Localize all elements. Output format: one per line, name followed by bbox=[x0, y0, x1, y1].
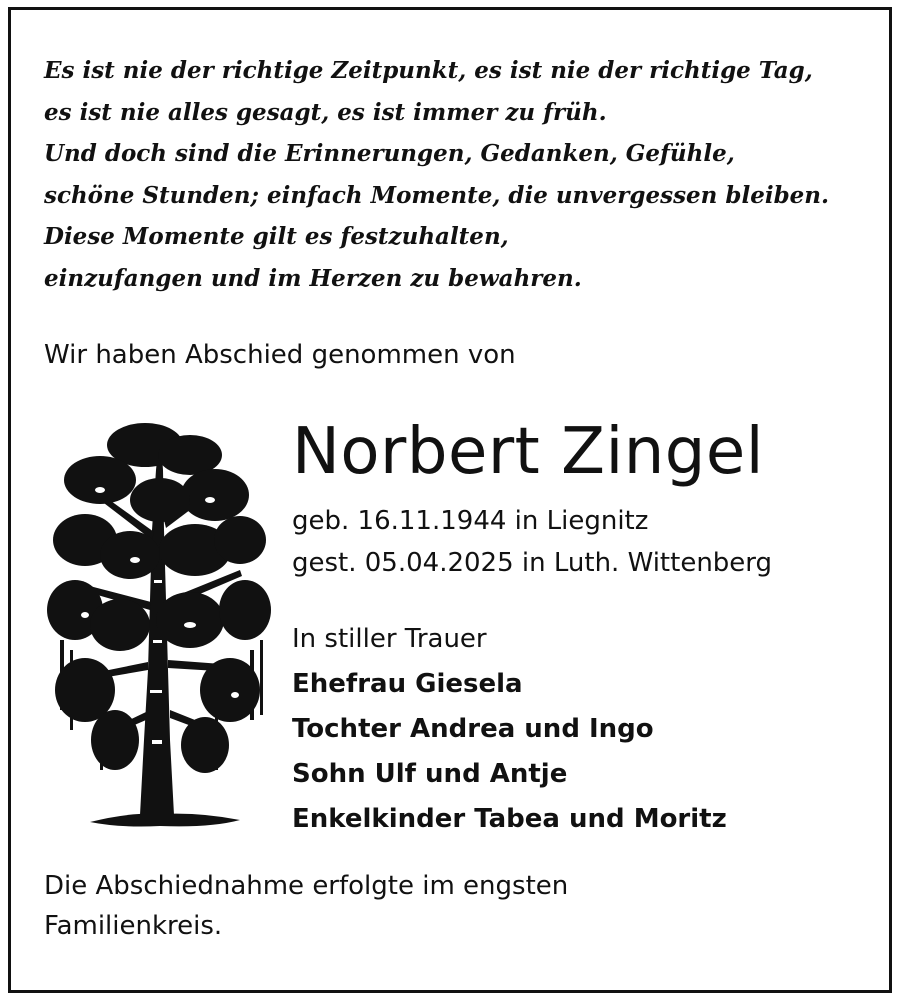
deceased-name: Norbert Zingel bbox=[292, 415, 765, 489]
life-dates bbox=[292, 500, 772, 584]
farewell-intro: Wir haben Abschied genommen von bbox=[44, 340, 516, 370]
poem-line: Und doch sind die Erinnerungen, Gedanken, Gefühle, bbox=[44, 140, 735, 167]
mourner: Enkelkinder Tabea und Moritz bbox=[292, 804, 727, 834]
mourning-lead: In stiller Trauer bbox=[292, 624, 487, 654]
poem-line: Diese Momente gilt es festzuhalten, bbox=[44, 223, 509, 250]
closing-line: Familienkreis. bbox=[44, 911, 223, 941]
poem-line: es ist nie alles gesagt, es ist immer zu früh. bbox=[44, 98, 607, 126]
mourners-list bbox=[292, 617, 727, 842]
poem-line: einzufangen und im Herzen zu bewahren. bbox=[44, 264, 582, 292]
poem-line: schöne Stunden; einfach Momente, die unvergessen bleiben. bbox=[44, 181, 830, 209]
birch-tree-icon bbox=[40, 410, 275, 840]
mourner: Sohn Ulf und Antje bbox=[292, 759, 568, 789]
memorial-poem bbox=[44, 50, 844, 299]
birth-date: geb. 16.11.1944 in Liegnitz bbox=[292, 506, 649, 536]
closing-line: Die Abschiednahme erfolgte im engsten bbox=[44, 871, 569, 901]
poem-line: Es ist nie der richtige Zeitpunkt, es ist nie der richtige Tag, bbox=[44, 57, 813, 84]
death-date: gest. 05.04.2025 in Luth. Wittenberg bbox=[292, 548, 773, 578]
closing-note bbox=[44, 866, 824, 946]
mourner: Ehefrau Giesela bbox=[292, 669, 523, 699]
mourner: Tochter Andrea und Ingo bbox=[292, 714, 654, 744]
